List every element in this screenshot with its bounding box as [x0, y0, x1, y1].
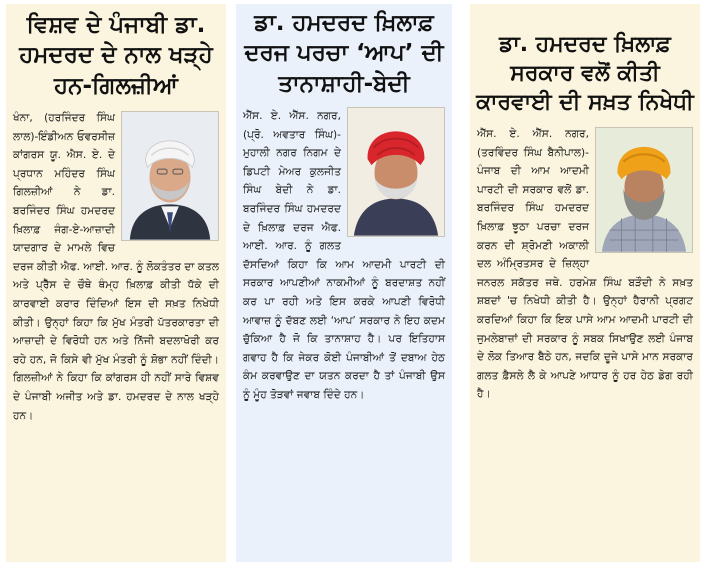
portrait-photo [347, 107, 445, 237]
portrait-photo [121, 111, 219, 241]
clipping-headline: ਡਾ. ਹਮਦਰਦ ਖ਼ਿਲਾਫ਼ ਸਰਕਾਰ ਵਲੋਂ ਕੀਤੀ ਕਾਰਵਾਈ ਦੀ ਸਖ਼ਤ ਨਿਖੇਧੀ [476, 32, 694, 116]
clipping-body [470, 125, 700, 404]
clipping-body-text: ਐੱਸ. ਏ. ਐੱਸ. ਨਗਰ, (ਤਰਵਿੰਦਰ ਸਿੰਘ ਬੈਨੀਪਾਲ)-ਪੰਜਾਬ ਦੀ ਆਮ ਆਦਮੀ ਪਾਰਟੀ ਦੀ ਸਰਕਾਰ ਵਲੋਂ ਡਾ. ਬਰਜਿੰਦਰ ਸਿੰਘ ਹਮਦਰਦ ਖ਼ਿਲਾਫ਼ ਝੂਠਾ ਪਰਚਾ ਦਰਜ ਕਰਨ ਦੀ ਸ਼੍ਰੋਮਣੀ ਅਕਾਲੀ ਦਲ ਅੰਮ੍ਰਿਤਸਰ ਦੇ ਜ਼ਿਲ੍ਹਾ ਜਨਰਲ ਸਕੱਤਰ ਜਥੇ. ਹਰਮੇਸ਼ ਸਿੰਘ ਬੜੌਦੀ ਨੇ ਸਖ਼ਤ ਸ਼ਬਦਾਂ 'ਚ ਨਿਖੇਧੀ ਕੀਤੀ ਹੈ। ਉਨ੍ਹਾਂ ਹੈਰਾਨੀ ਪ੍ਰਗਟ ਕਰਦਿਆਂ ਕਿਹਾ ਕਿ ਇਕ ਪਾਸੇ ਆਮ ਆਦਮੀ ਪਾਰਟੀ ਦੀ ਜੁਮਲੇਬਾਜ਼ਾਂ ਦੀ ਸਰਕਾਰ ਨੂੰ ਸਬਕ ਸਿਖਾਉਣ ਲਈ ਪੰਜਾਬ ਦੇ ਲੋਕ ਤਿਆਰ ਬੈਠੇ ਹਨ, ਜਦਕਿ ਦੂਜੇ ਪਾਸੇ ਮਾਨ ਸਰਕਾਰ ਗਲਤ ਫ਼ੈਸਲੇ ਲੈ ਕੇ ਆਪਣੇ ਆਧਾਰ ਨੂੰ ਹਰ ਹੇਠ ਡੇਗ ਰਹੀ ਹੈ। [477, 128, 693, 401]
clipping-body [236, 107, 452, 405]
portrait-photo [595, 127, 693, 253]
news-clipping-gilzian [6, 4, 226, 562]
portrait-saffron-turban-icon [596, 128, 692, 252]
clipping-body [6, 109, 226, 425]
news-clipping-barodi [470, 4, 700, 562]
clipping-body-text: ਖੰਨਾ, (ਹਰਜਿੰਦਰ ਸਿੰਘ ਲਾਲ)-ਇੰਡੀਅਨ ਓਵਰਸੀਜ਼ ਕਾਂਗਰਸ ਯੂ. ਐਸ. ਏ. ਦੇ ਪ੍ਰਧਾਨ ਮਹਿੰਦਰ ਸਿੰਘ ਗਿਲਜ਼ੀਆਂ ਨੇ ਡਾ. ਬਰਜਿੰਦਰ ਸਿੰਘ ਹਮਦਰਦ ਖ਼ਿਲਾਫ਼ ਜੰਗ-ਏ-ਆਜ਼ਾਦੀ ਯਾਦਗਾਰ ਦੇ ਮਾਮਲੇ ਵਿਚ ਦਰਜ ਕੀਤੀ ਐਫ. ਆਈ. ਆਰ. ਨੂੰ ਲੋਕਤੰਤਰ ਦਾ ਕਤਲ ਅਤੇ ਪ੍ਰੈੱਸ ਦੇ ਚੌਥੇ ਥੰਮ੍ਹ ਖ਼ਿਲਾਫ਼ ਕੀਤੀ ਧੱਕੇ ਦੀ ਕਾਰਵਾਈ ਕਰਾਰ ਦਿੰਦਿਆਂ ਇਸ ਦੀ ਸਖ਼ਤ ਨਿਖੇਧੀ ਕੀਤੀ। ਉਨ੍ਹਾਂ ਕਿਹਾ ਕਿ ਮੁੱਖ ਮੰਤਰੀ ਪੱਤਰਕਾਰਤਾ ਦੀ ਆਜ਼ਾਦੀ ਦੇ ਵਿਰੋਧੀ ਹਨ ਅਤੇ ਨਿੱਜੀ ਬਦਲਾਖੋਰੀ ਕਰ ਰਹੇ ਹਨ, ਜੋ ਕਿਸੇ ਵੀ ਮੁੱਖ ਮੰਤਰੀ ਨੂੰ ਸ਼ੋਭਾ ਨਹੀਂ ਦਿੰਦੀ। ਗਿਲਜ਼ੀਆਂ ਨੇ ਕਿਹਾ ਕਿ ਕਾਂਗਰਸ ਹੀ ਨਹੀਂ ਸਾਰੇ ਵਿਸ਼ਵ ਦੇ ਪੰਜਾਬੀ ਅਜੀਤ ਅਤੇ ਡਾ. ਹਮਦਰਦ ਦੇ ਨਾਲ ਖੜ੍ਹੇ ਹਨ। [13, 112, 219, 422]
news-clipping-bedi [236, 4, 452, 562]
clipping-headline: ਵਿਸ਼ਵ ਦੇ ਪੰਜਾਬੀ ਡਾ. ਹਮਦਰਦ ਦੇ ਨਾਲ ਖੜ੍ਹੇ ਹਨ-ਗਿਲਜ਼ੀਆਂ [19, 12, 213, 99]
clipping-headline: ਡਾ. ਹਮਦਰਦ ਖ਼ਿਲਾਫ਼ ਦਰਜ ਪਰਚਾ ‘ਆਪ’ ਦੀ ਤਾਨਾਸ਼ਾਹੀ-ਬੇਦੀ [244, 10, 444, 97]
portrait-white-turban-icon [122, 112, 218, 240]
clipping-body-text: ਐੱਸ. ਏ. ਐੱਸ. ਨਗਰ, (ਪ੍ਰੋ. ਅਵਤਾਰ ਸਿੰਘ)-ਮੁਹਾਲੀ ਨਗਰ ਨਿਗਮ ਦੇ ਡਿਪਟੀ ਮੇਅਰ ਕੁਲਜੀਤ ਸਿੰਘ ਬੇਦੀ ਨੇ ਡਾ. ਬਰਜਿੰਦਰ ਸਿੰਘ ਹਮਦਰਦ ਦੇ ਖ਼ਿਲਾਫ਼ ਦਰਜ ਐਫ. ਆਈ. ਆਰ. ਨੂੰ ਗਲਤ ਦੱਸਦਿਆਂ ਕਿਹਾ ਕਿ ਆਮ ਆਦਮੀ ਪਾਰਟੀ ਦੀ ਸਰਕਾਰ ਆਪਣੀਆਂ ਨਾਕਮੀਆਂ ਨੂੰ ਬਰਦਾਸ਼ਤ ਨਹੀਂ ਕਰ ਪਾ ਰਹੀ ਅਤੇ ਇਸ ਕਰਕੇ ਆਪਣੀ ਵਿਰੋਧੀ ਆਵਾਜ਼ ਨੂੰ ਦੱਬਣ ਲਈ ‘ਆਪ’ ਸਰਕਾਰ ਨੇ ਇਹ ਕਦਮ ਚੁੱਕਿਆ ਹੈ ਜੋ ਕਿ ਤਾਨਾਸ਼ਾਹ ਹੈ। ਪਰ ਇਤਿਹਾਸ ਗਵਾਹ ਹੈ ਕਿ ਜੇਕਰ ਕੋਈ ਪੰਜਾਬੀਆਂ ਤੋਂ ਦਬਾਅ ਹੇਠ ਕੰਮ ਕਰਵਾਉਣ ਦਾ ਯਤਨ ਕਰਦਾ ਹੈ ਤਾਂ ਪੰਜਾਬੀ ਉਸ ਨੂੰ ਮੂੰਹ ਤੋੜਵਾਂ ਜਵਾਬ ਦਿੰਦੇ ਹਨ। [243, 110, 445, 401]
portrait-red-turban-icon [348, 108, 444, 236]
